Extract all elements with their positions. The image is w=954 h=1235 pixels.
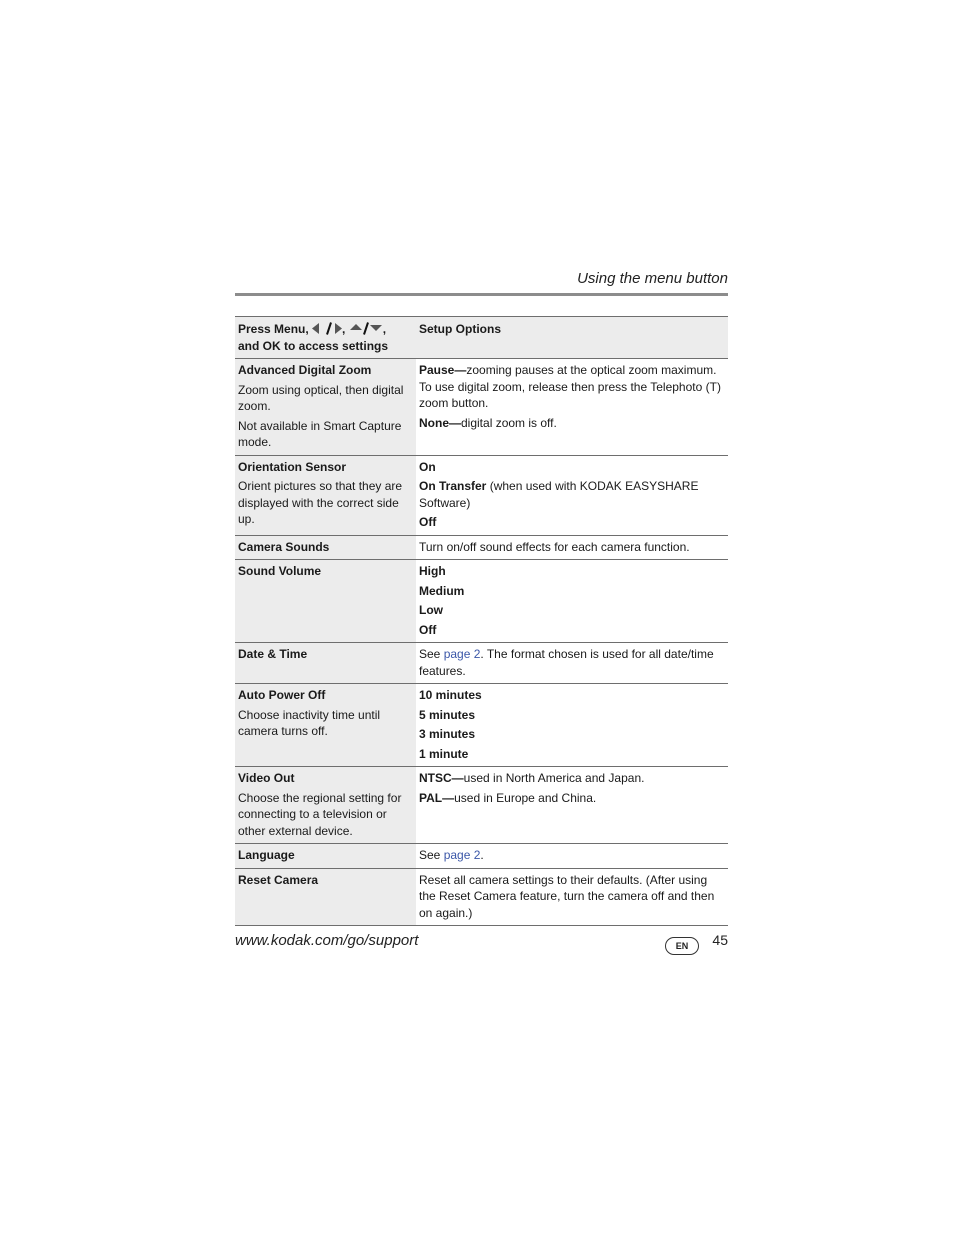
left-right-arrows-icon xyxy=(312,322,342,335)
page-link[interactable]: page 2 xyxy=(443,647,481,661)
header-rule xyxy=(235,293,728,296)
table-row xyxy=(235,535,728,560)
setup-options-table xyxy=(235,316,728,926)
setting-name: Video Out xyxy=(238,771,295,785)
option-on-transfer: On Transfer (when used with KODAK EASYSHARE Software) xyxy=(419,479,699,510)
setting-option-text: Turn on/off sound effects for each camera function. xyxy=(419,539,690,554)
setting-name: Date & Time xyxy=(238,647,308,661)
setting-option-text: See page 2. xyxy=(419,848,484,862)
option-off: Off xyxy=(419,515,437,529)
setting-name: Camera Sounds xyxy=(238,539,330,554)
header-left-cell xyxy=(235,317,416,359)
setting-name: Auto Power Off xyxy=(238,688,326,702)
option-medium: Medium xyxy=(419,583,465,598)
section-title: Using the menu button xyxy=(577,270,728,287)
header-setup-options: Setup Options xyxy=(416,317,728,359)
table-header-row xyxy=(235,317,728,359)
setting-description: Choose the regional setting for connecting to a television or other external device. xyxy=(238,790,402,838)
setting-note: Not available in Smart Capture mode. xyxy=(238,418,402,449)
table-row xyxy=(235,455,728,535)
setting-name: Advanced Digital Zoom xyxy=(238,363,372,377)
table-row xyxy=(235,643,728,684)
option-10-minutes: 10 minutes xyxy=(419,688,482,702)
table-row xyxy=(235,844,728,869)
option-none: None—digital zoom is off. xyxy=(419,415,557,430)
header-separator-1: , xyxy=(342,322,346,336)
page-number: 45 xyxy=(712,932,728,948)
setting-description: Choose inactivity time until camera turns off. xyxy=(238,707,381,738)
setting-name: Language xyxy=(238,848,295,862)
up-down-arrows-icon xyxy=(349,322,383,335)
setting-option-text: Reset all camera settings to their defaults. (After using the Reset Camera feature, turn the camera off and then on again.) xyxy=(419,872,715,920)
option-pause: Pause—zooming pauses at the optical zoom maximum. To use digital zoom, release then press the Telephoto (T) zoom button. xyxy=(419,363,721,410)
support-url[interactable]: www.kodak.com/go/support xyxy=(235,932,419,949)
option-on: On xyxy=(419,459,436,474)
header-press-menu: Press Menu, xyxy=(238,322,309,336)
setting-description: Orient pictures so that they are displayed with the correct side up. xyxy=(238,479,403,526)
option-high: High xyxy=(419,564,446,578)
table-row xyxy=(235,560,728,643)
setting-name: Sound Volume xyxy=(238,564,322,578)
option-low: Low xyxy=(419,603,443,617)
table-row xyxy=(235,684,728,767)
option-3-minutes: 3 minutes xyxy=(419,727,476,741)
table-row xyxy=(235,359,728,456)
setting-name: Orientation Sensor xyxy=(238,459,347,474)
page-link[interactable]: page 2 xyxy=(443,848,481,862)
setting-name: Reset Camera xyxy=(238,872,319,887)
table-row xyxy=(235,767,728,844)
option-pal: PAL—used in Europe and China. xyxy=(419,790,597,805)
option-ntsc: NTSC—used in North America and Japan. xyxy=(419,771,645,785)
option-off: Off xyxy=(419,622,437,637)
setting-description: Zoom using optical, then digital zoom. xyxy=(238,382,404,413)
header-separator-2: , xyxy=(382,322,387,336)
option-1-minute: 1 minute xyxy=(419,746,469,761)
table-row xyxy=(235,868,728,926)
language-badge: EN xyxy=(665,937,699,955)
option-5-minutes: 5 minutes xyxy=(419,707,476,722)
header-access-settings: and OK to access settings xyxy=(238,338,389,353)
setting-option-text: See page 2. The format chosen is used for all date/time features. xyxy=(419,647,714,678)
